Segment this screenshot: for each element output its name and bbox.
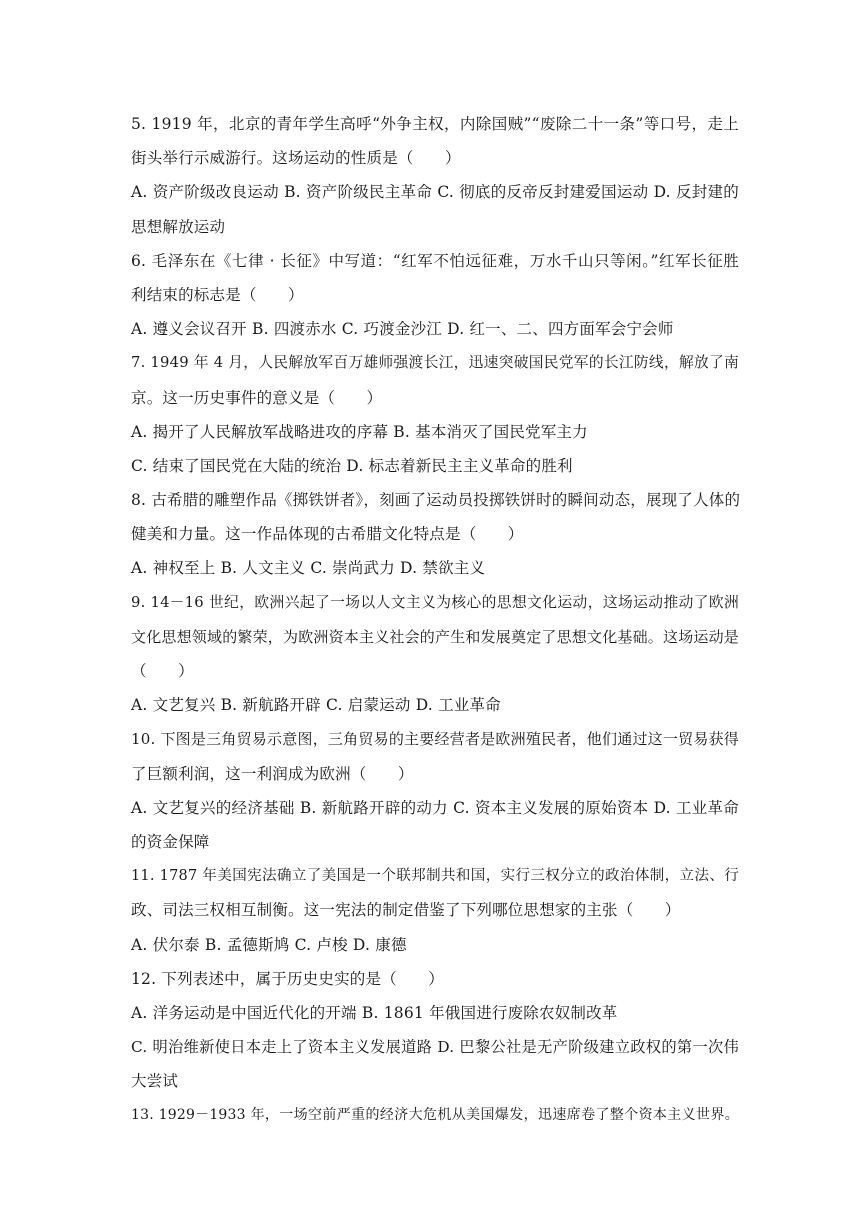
question-11 — [131, 859, 739, 962]
question-9-stem-line-3: （ ） — [131, 662, 194, 680]
question-9 — [131, 586, 739, 723]
question-7-options-line-2: C. 结束了国民党在大陆的统治 D. 标志着新民主主义革命的胜利 — [131, 456, 573, 475]
question-8 — [131, 483, 739, 586]
question-7-options-line-1: A. 揭开了人民解放军战略进攻的序幕 B. 基本消灭了国民党军主力 — [131, 422, 588, 441]
document-page — [131, 107, 739, 1133]
question-6-options: A. 遵义会议召开 B. 四渡赤水 C. 巧渡金沙江 D. 红一、二、四方面军会宁会师 — [131, 320, 674, 339]
question-11-stem-line-2: 政、司法三权相互制衡。这一宪法的制定借鉴了下列哪位思想家的主张（ ） — [131, 901, 681, 920]
question-13 — [131, 1098, 739, 1132]
question-11-stem-line-1: 11. 1787 年美国宪法确立了美国是一个联邦制共和国，实行三权分立的政治体制，立法、行 — [131, 868, 739, 885]
question-7-stem-line-2: 京。这一历史事件的意义是（ ） — [131, 388, 383, 407]
question-10-stem-line-1: 10. 下图是三角贸易示意图，三角贸易的主要经营者是欧洲殖民者，他们通过这一贸易获得 — [131, 730, 739, 749]
question-13-stem-line-1: 13. 1929－1933 年，一场空前严重的经济大危机从美国爆发，迅速席卷了整个资本主义世界。 — [131, 1107, 739, 1124]
question-6 — [131, 244, 739, 347]
question-12 — [131, 962, 739, 1099]
question-10-stem-line-2: 了巨额利润，这一利润成为欧洲（ ） — [131, 764, 414, 783]
question-10 — [131, 722, 739, 859]
question-5-stem-line-1: 5. 1919 年，北京的青年学生高呼“外争主权，内除国贼”“废除二十一条”等口号，走上 — [131, 115, 739, 133]
question-8-stem-line-2: 健美和力量。这一作品体现的古希腊文化特点是（ ） — [131, 525, 524, 544]
question-9-stem-line-1: 9. 14－16 世纪，欧洲兴起了一场以人文主义为核心的思想文化运动，这场运动推动了欧洲 — [131, 593, 739, 611]
question-6-stem-line-1: 6. 毛泽东在《七律 · 长征》中写道：“红军不怕远征难，万水千山只等闲。”红军长征胜 — [131, 251, 739, 270]
question-12-stem: 12. 下列表述中，属于历史史实的是（ ） — [131, 969, 444, 988]
question-7 — [131, 346, 739, 483]
question-5-options-line-2: 思想解放运动 — [131, 217, 226, 236]
question-8-stem-line-1: 8. 古希腊的雕塑作品《掷铁饼者》，刻画了运动员投掷铁饼时的瞬间动态，展现了人体的 — [131, 491, 741, 510]
question-9-options: A. 文艺复兴 B. 新航路开辟 C. 启蒙运动 D. 工业革命 — [131, 696, 501, 715]
question-5-stem-line-2: 街头举行示威游行。这场运动的性质是（ ） — [131, 149, 461, 168]
question-5 — [131, 107, 739, 244]
question-12-options-line-3: 大尝试 — [131, 1072, 179, 1091]
question-7-stem-line-1: 7. 1949 年 4 月，人民解放军百万雄师强渡长江，迅速突破国民党军的长江防线，解放了南 — [131, 354, 739, 372]
question-12-options-line-1: A. 洋务运动是中国近代化的开端 B. 1861 年俄国进行废除农奴制改革 — [131, 1003, 618, 1022]
question-5-options-line-1: A. 资产阶级改良运动 B. 资产阶级民主革命 C. 彻底的反帝反封建爱国运动 D. 反封建的 — [131, 183, 739, 202]
question-11-options: A. 伏尔泰 B. 孟德斯鸠 C. 卢梭 D. 康德 — [131, 935, 407, 954]
question-12-options-line-2: C. 明治维新使日本走上了资本主义发展道路 D. 巴黎公社是无产阶级建立政权的第一次伟 — [131, 1038, 739, 1057]
question-10-options-line-2: 的资金保障 — [131, 832, 210, 851]
question-8-options: A. 神权至上 B. 人文主义 C. 崇尚武力 D. 禁欲主义 — [131, 559, 486, 578]
question-10-options-line-1: A. 文艺复兴的经济基础 B. 新航路开辟的动力 C. 资本主义发展的原始资本 D. 工业革命 — [131, 798, 739, 817]
question-9-stem-line-2: 文化思想领域的繁荣，为欧洲资本主义社会的产生和发展奠定了思想文化基础。这场运动是 — [131, 627, 740, 646]
question-6-stem-line-2: 利结束的标志是（ ） — [131, 285, 304, 304]
